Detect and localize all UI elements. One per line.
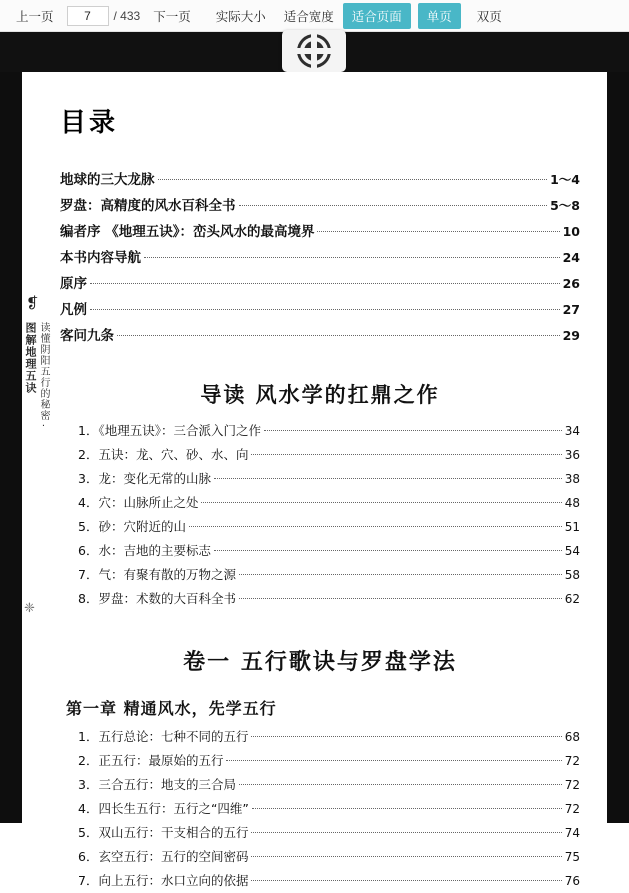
- document-content: [60, 72, 580, 888]
- toc-entry[interactable]: [78, 749, 580, 773]
- toc-entry-label: 2．五诀：龙、穴、砂、水、向: [78, 447, 249, 462]
- toc-entry-page: 5～8: [550, 198, 580, 213]
- toc-entry[interactable]: [78, 539, 580, 563]
- toc-entry-label: 5．双山五行：干支相合的五行: [78, 825, 249, 840]
- toc-chapter-list: [60, 725, 580, 893]
- toc-entry-label: 4．穴：山脉所止之处: [78, 495, 199, 510]
- toc-entry-page: 48: [564, 496, 580, 510]
- toc-leader: [117, 335, 560, 336]
- toc-entry-label: 3．龙：变化无常的山脉: [78, 471, 211, 486]
- spine-seal-icon: ❈: [24, 600, 35, 615]
- toc-entry-page: 36: [564, 448, 580, 462]
- toc-entry-label: 地球的三大龙脉: [60, 172, 155, 188]
- toc-entry-page: 62: [564, 592, 580, 606]
- toc-entry[interactable]: [78, 725, 580, 749]
- page-number-input[interactable]: [67, 6, 109, 26]
- toc-leader: [251, 856, 561, 857]
- spine-text: [24, 322, 50, 433]
- spine-line-1: 读懂阴阳五行的秘密·: [38, 322, 49, 433]
- toc-entry[interactable]: [78, 419, 580, 443]
- toc-entry-label: 4．四长生五行：五行之“四维”: [78, 801, 249, 816]
- toc-entry-page: 72: [564, 778, 580, 792]
- toc-entry[interactable]: [78, 563, 580, 587]
- toc-entry[interactable]: [78, 845, 580, 869]
- toc-leader: [226, 760, 561, 761]
- toc-entry-label: 罗盘：高精度的风水百科全书: [60, 198, 236, 214]
- actual-size-button[interactable]: 实际大小: [215, 9, 266, 24]
- toc-entry[interactable]: [78, 467, 580, 491]
- toc-entry[interactable]: [60, 219, 580, 245]
- toc-entry-page: 76: [564, 874, 580, 888]
- toc-entry-label: 原序: [60, 276, 87, 292]
- toc-entry-label: 6．玄空五行：五行的空间密码: [78, 849, 249, 864]
- toc-entry-page: 68: [564, 730, 580, 744]
- toc-entry-page: 10: [562, 224, 580, 239]
- toc-entry-page: 1～4: [550, 172, 580, 187]
- toc-entry-label: 3．三合五行：地支的三合局: [78, 777, 236, 792]
- toc-intro-list: [60, 419, 580, 611]
- toc-entry-label: 本书内容导航: [60, 250, 141, 266]
- toc-entry-label: 客问九条: [60, 328, 114, 344]
- toc-entry[interactable]: [78, 797, 580, 821]
- toc-leader: [189, 526, 562, 527]
- toc-leader: [264, 430, 562, 431]
- toc-leader: [317, 231, 559, 232]
- toc-entry-page: 75: [564, 850, 580, 864]
- toc-entry[interactable]: [60, 297, 580, 323]
- prev-page-button[interactable]: 上一页: [16, 9, 54, 24]
- toc-entry-label: 1．五行总论：七种不同的五行: [78, 729, 249, 744]
- toc-entry-page: 54: [564, 544, 580, 558]
- toc-entry[interactable]: [78, 821, 580, 845]
- toc-entry-page: 72: [564, 802, 580, 816]
- toc-top-list: [60, 167, 580, 349]
- toc-entry-label: 5．砂：穴附近的山: [78, 519, 186, 534]
- toc-leader: [251, 880, 561, 881]
- toc-leader: [251, 736, 561, 737]
- toc-entry-label: 6．水：吉地的主要标志: [78, 543, 211, 558]
- toc-entry-label: 编者序 《地理五诀》：峦头风水的最高境界: [60, 224, 315, 240]
- spine-ornament-icon: ❡: [26, 295, 39, 312]
- viewer-toolbar: [0, 0, 629, 32]
- toc-entry-page: 24: [562, 250, 580, 265]
- toc-entry-page: 72: [564, 754, 580, 768]
- toc-entry[interactable]: [60, 167, 580, 193]
- toc-leader: [214, 550, 562, 551]
- double-page-button[interactable]: 双页: [476, 9, 502, 24]
- loading-indicator: [282, 30, 346, 72]
- next-page-button[interactable]: 下一页: [153, 9, 191, 24]
- toc-entry[interactable]: [78, 515, 580, 539]
- fit-width-button[interactable]: 适合宽度: [283, 9, 334, 24]
- toc-entry-label: 2．正五行：最原始的五行: [78, 753, 224, 768]
- page-total-label: / 433: [113, 8, 141, 23]
- toc-entry-label: 1．《地理五诀》：三合派入门之作: [78, 423, 261, 438]
- toc-entry-label: 8．罗盘：术数的大百科全书: [78, 591, 236, 606]
- chapter-heading: 第一章 精通风水，先学五行: [66, 699, 277, 718]
- toc-entry-label: 7．向上五行：水口立向的依据: [78, 873, 249, 888]
- toc-entry-page: 26: [562, 276, 580, 291]
- toc-leader: [144, 257, 560, 258]
- intro-section-heading: 导读 风水学的扛鼎之作: [200, 383, 440, 407]
- toc-entry[interactable]: [78, 443, 580, 467]
- single-page-button[interactable]: 单页: [418, 3, 461, 29]
- toc-entry[interactable]: [60, 193, 580, 219]
- toc-entry[interactable]: [60, 323, 580, 349]
- toc-leader: [158, 179, 548, 180]
- toc-entry-page: 74: [564, 826, 580, 840]
- toc-entry-page: 34: [564, 424, 580, 438]
- toc-leader: [251, 454, 561, 455]
- page-number-group: [67, 6, 141, 26]
- toc-entry-page: 51: [564, 520, 580, 534]
- toc-entry[interactable]: [78, 869, 580, 893]
- toc-leader: [201, 502, 561, 503]
- page-right-gutter: [607, 72, 629, 823]
- toc-leader: [239, 205, 548, 206]
- spine-line-2: 图解地理五诀: [24, 322, 37, 394]
- page-title: 目录: [60, 108, 119, 138]
- toc-leader: [252, 808, 562, 809]
- toc-entry[interactable]: [78, 773, 580, 797]
- page-left-gutter: [0, 72, 22, 823]
- toc-leader: [90, 283, 560, 284]
- toc-entry[interactable]: [60, 245, 580, 271]
- toc-entry[interactable]: [60, 271, 580, 297]
- toc-leader: [251, 832, 561, 833]
- toc-entry-page: 58: [564, 568, 580, 582]
- loading-spinner-icon: [300, 37, 328, 65]
- toc-leader: [239, 784, 562, 785]
- toc-entry-page: 29: [562, 328, 580, 343]
- toc-entry-label: 凡例: [60, 302, 87, 318]
- toc-leader: [90, 309, 560, 310]
- volume-heading: 卷一 五行歌诀与罗盘学法: [183, 650, 457, 675]
- toc-leader: [239, 598, 562, 599]
- toc-entry-label: 7．气：有聚有散的万物之源: [78, 567, 236, 582]
- fit-page-button[interactable]: 适合页面: [343, 3, 411, 29]
- toc-leader: [214, 478, 562, 479]
- toc-leader: [239, 574, 562, 575]
- toc-entry-page: 27: [562, 302, 580, 317]
- toc-entry-page: 38: [564, 472, 580, 486]
- page-canvas: [0, 72, 629, 888]
- toc-entry[interactable]: [78, 587, 580, 611]
- toc-entry[interactable]: [78, 491, 580, 515]
